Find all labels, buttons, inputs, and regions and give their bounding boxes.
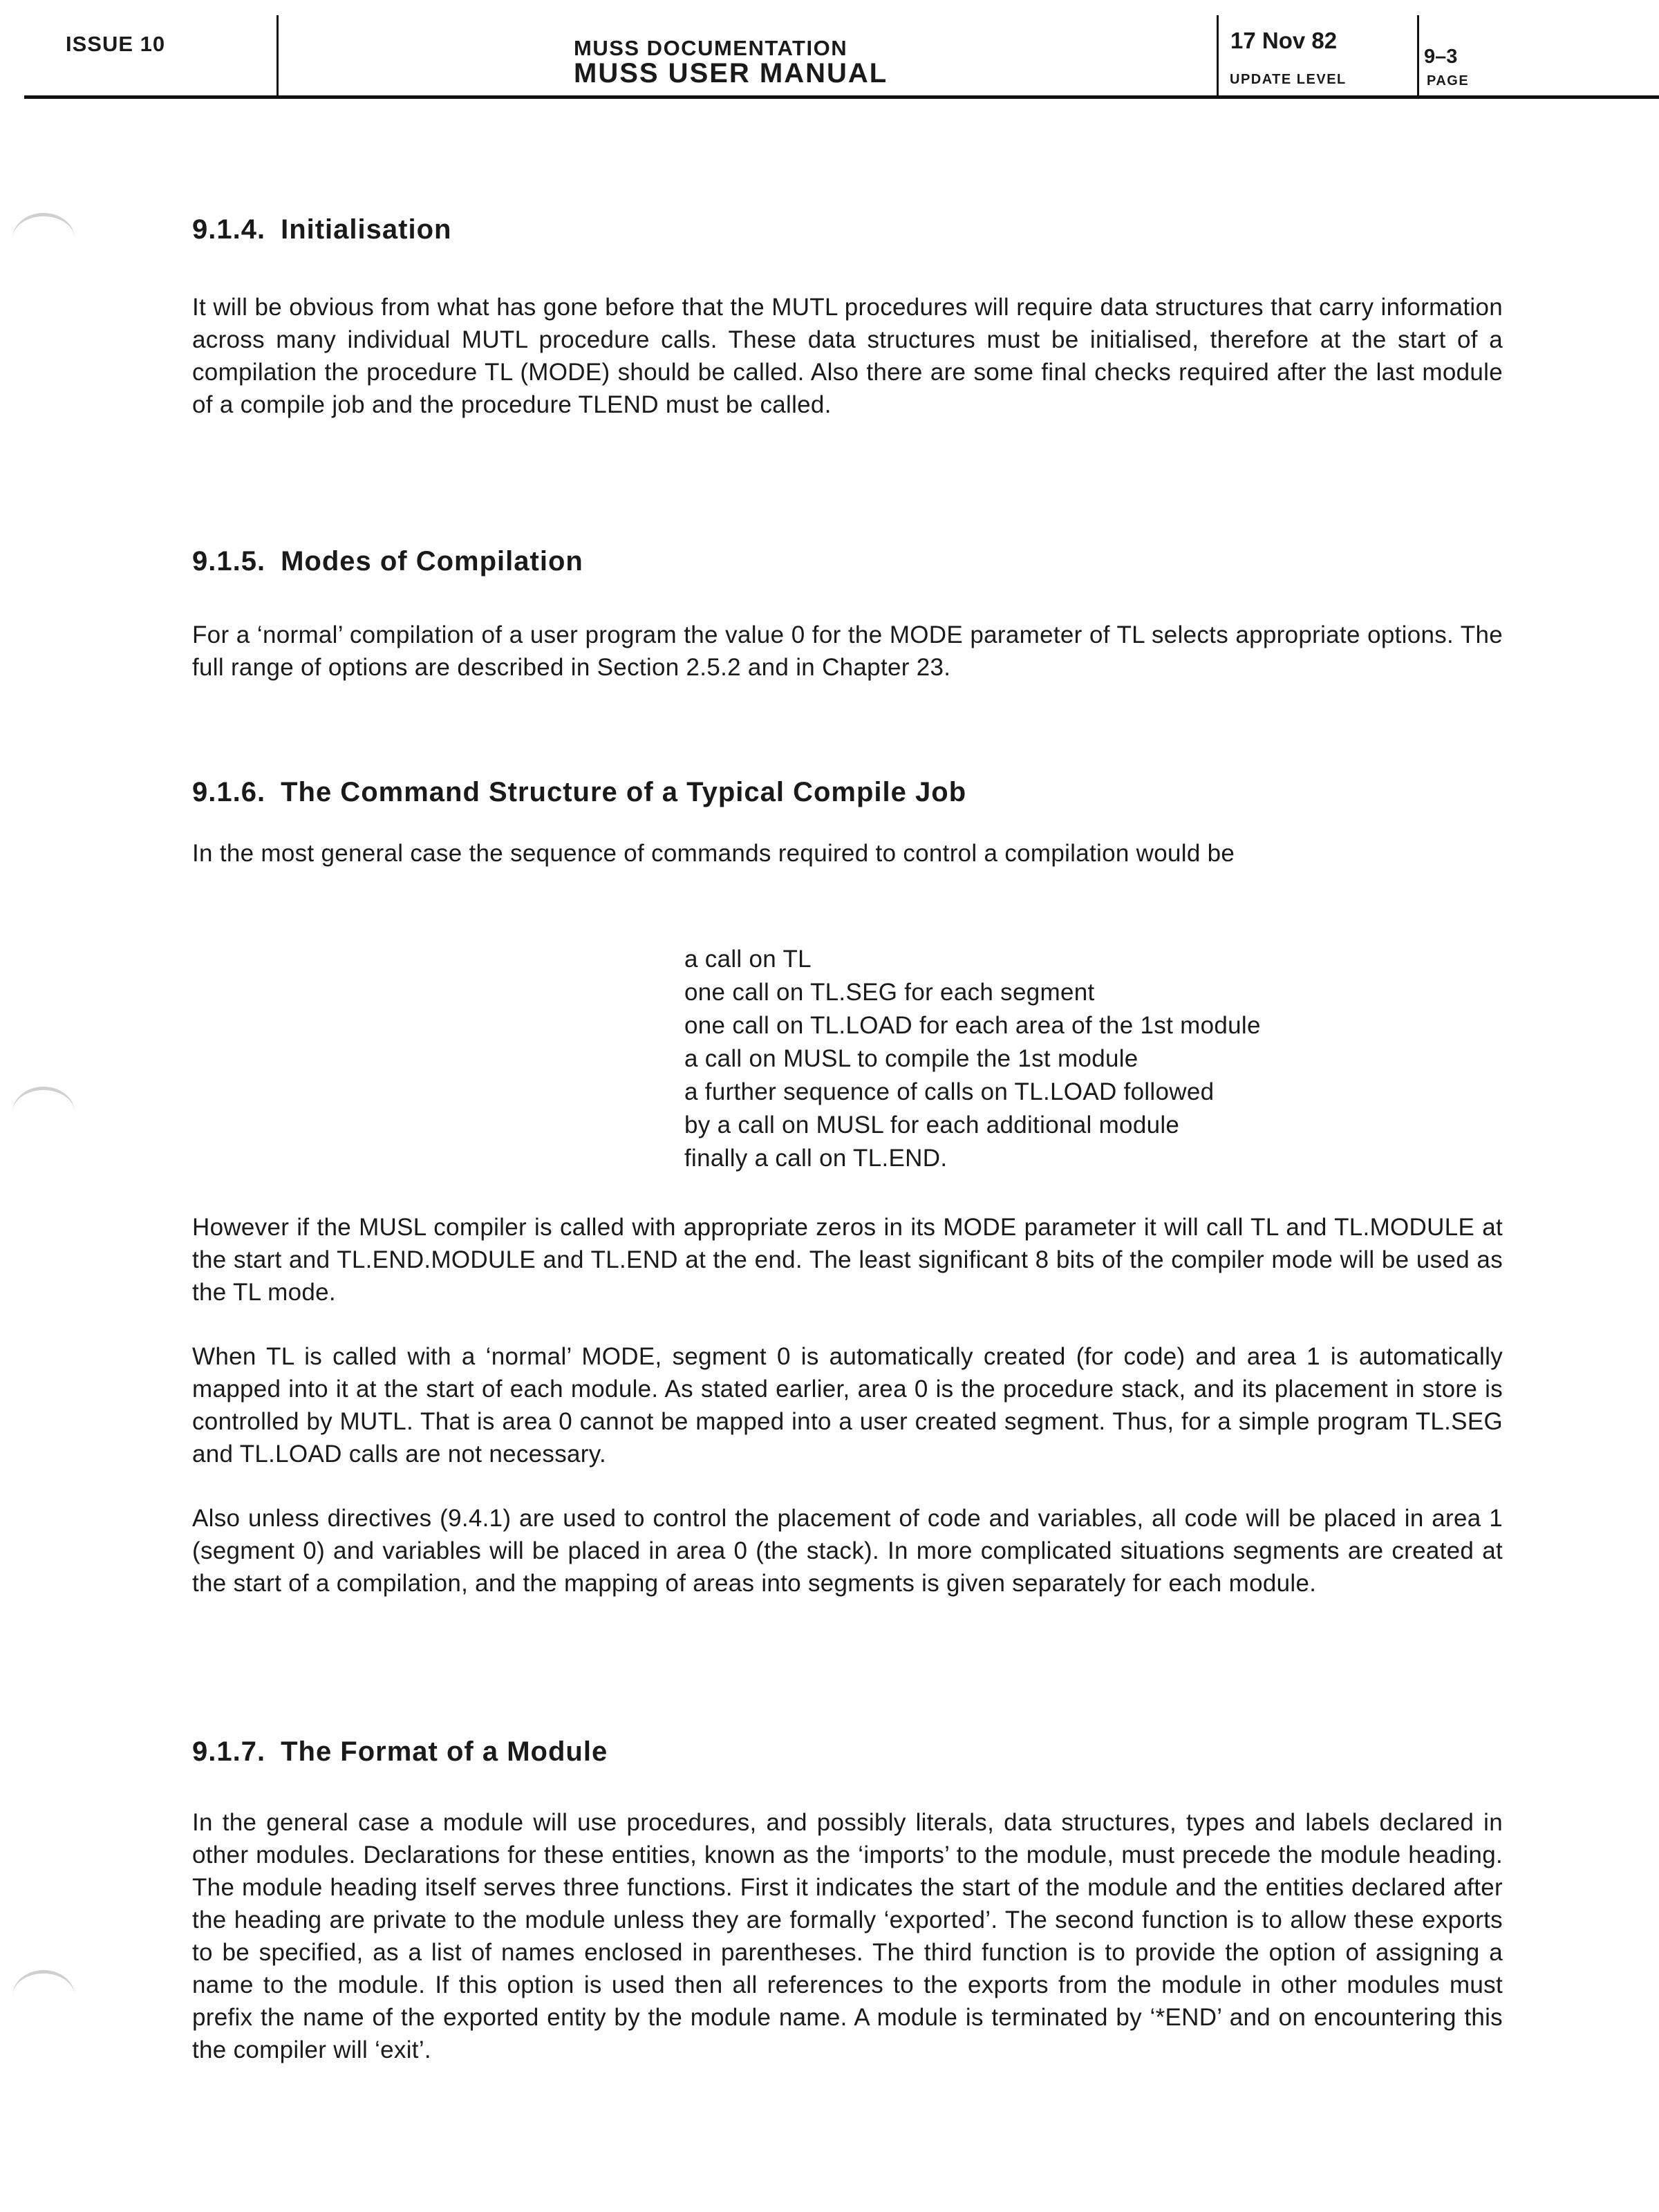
- paragraph: It will be obvious from what has gone before that the MUTL procedures will require data structures that carry information across many individual MUTL procedure calls. These data structures must be initialised, therefore at the start of a compilation the procedure TL (MODE) should be called. Also there are some final checks required after the last module of a compile job and the procedure TLEND must be called.: [192, 294, 1503, 418]
- command-list-item: a further sequence of calls on TL.LOAD followed: [684, 1078, 1215, 1105]
- section-command-structure: [192, 777, 1503, 870]
- paragraph: In the general case a module will use procedures, and possibly literals, data structures, types and labels declared in other modules. Declarations for these entities, known as the ‘imports’ to the module, must precede the module heading. The module heading itself serves three functions. First it indicates the start of the module and the entities declared after the heading are private to the module unless they are formally ‘exported’. The second function is to allow these exports to be specified, as a list of names enclosed in parentheses. The third function is to provide the option of assigning a name to the module. If this option is used then all references to the exports from the module in other modules must prefix the name of the exported entity by the module name. A module is terminated by ‘*END’ and on encountering this the compiler will ‘exit’.: [192, 1809, 1503, 2063]
- page-label: PAGE: [1427, 73, 1470, 88]
- section-intro: In the most general case the sequence of commands required to control a compilation would be: [192, 840, 1235, 867]
- doc-title-line2: MUSS USER MANUAL: [574, 58, 888, 88]
- section-title: Initialisation: [281, 214, 452, 245]
- section-format-of-module: [192, 1736, 1503, 2066]
- command-list-item: one call on TL.LOAD for each area of the 1st module: [684, 1012, 1261, 1039]
- command-list-item: a call on MUSL to compile the 1st module: [684, 1045, 1138, 1072]
- section-modes-of-compilation: [192, 546, 1503, 684]
- header-rule: [24, 95, 1659, 99]
- header-divider: [1217, 15, 1219, 97]
- section-initialisation: [192, 214, 1503, 421]
- section-title: Modes of Compilation: [281, 546, 583, 577]
- header-divider: [1417, 15, 1419, 97]
- punch-hole-mark: [12, 1087, 75, 1138]
- page-header: [0, 0, 1659, 98]
- update-date: 17 Nov 82: [1230, 28, 1338, 53]
- section-heading: [192, 214, 1503, 245]
- section-command-structure-body: [192, 1211, 1503, 1600]
- command-list-item: a call on TL: [684, 946, 812, 973]
- section-heading: [192, 546, 1503, 577]
- command-list-item: by a call on MUSL for each additional module: [684, 1112, 1180, 1138]
- header-divider: [276, 15, 279, 97]
- command-list-item: finally a call on TL.END.: [684, 1145, 948, 1172]
- punch-hole-mark: [12, 213, 75, 265]
- paragraph: However if the MUSL compiler is called with appropriate zeros in its MODE parameter it will call TL and TL.MODULE at the start and TL.END.MODULE and TL.END at the end. The least significant 8 bits of the compiler mode will be used as the TL mode.: [192, 1214, 1503, 1306]
- section-title: The Format of a Module: [281, 1736, 608, 1767]
- section-number: 9.1.7.: [192, 1736, 266, 1767]
- section-heading: [192, 1736, 1503, 1768]
- section-title: The Command Structure of a Typical Compile Job: [281, 777, 967, 807]
- document-title: [574, 36, 888, 86]
- page-number: 9–3: [1424, 46, 1458, 68]
- section-heading: [192, 777, 1503, 808]
- update-level-label: UPDATE LEVEL: [1230, 72, 1347, 87]
- paragraph: When TL is called with a ‘normal’ MODE, segment 0 is automatically created (for code) and area 1 is automatically mapped into it at the start of each module. As stated earlier, area 0 is the procedure stack, and its placement in store is controlled by MUTL. That is area 0 cannot be mapped into a user created segment. Thus, for a simple program TL.SEG and TL.LOAD calls are not necessary.: [192, 1343, 1503, 1468]
- section-number: 9.1.5.: [192, 546, 266, 577]
- command-list-item: one call on TL.SEG for each segment: [684, 979, 1095, 1006]
- issue-number: ISSUE 10: [66, 32, 166, 56]
- paragraph: For a ‘normal’ compilation of a user program the value 0 for the MODE parameter of TL selects appropriate options. The full range of options are described in Section 2.5.2 and in Chapter 23.: [192, 621, 1503, 681]
- paragraph: Also unless directives (9.4.1) are used to control the placement of code and variables, all code will be placed in area 1 (segment 0) and variables will be placed in area 0 (the stack). In more complicated situations segments are created at the start of a compilation, and the mapping of areas into segments is given separately for each module.: [192, 1505, 1503, 1597]
- doc-title-line1: MUSS DOCUMENTATION: [574, 36, 848, 60]
- command-list: [684, 943, 1261, 1175]
- section-number: 9.1.6.: [192, 777, 266, 807]
- section-number: 9.1.4.: [192, 214, 266, 245]
- punch-hole-mark: [12, 1970, 75, 2022]
